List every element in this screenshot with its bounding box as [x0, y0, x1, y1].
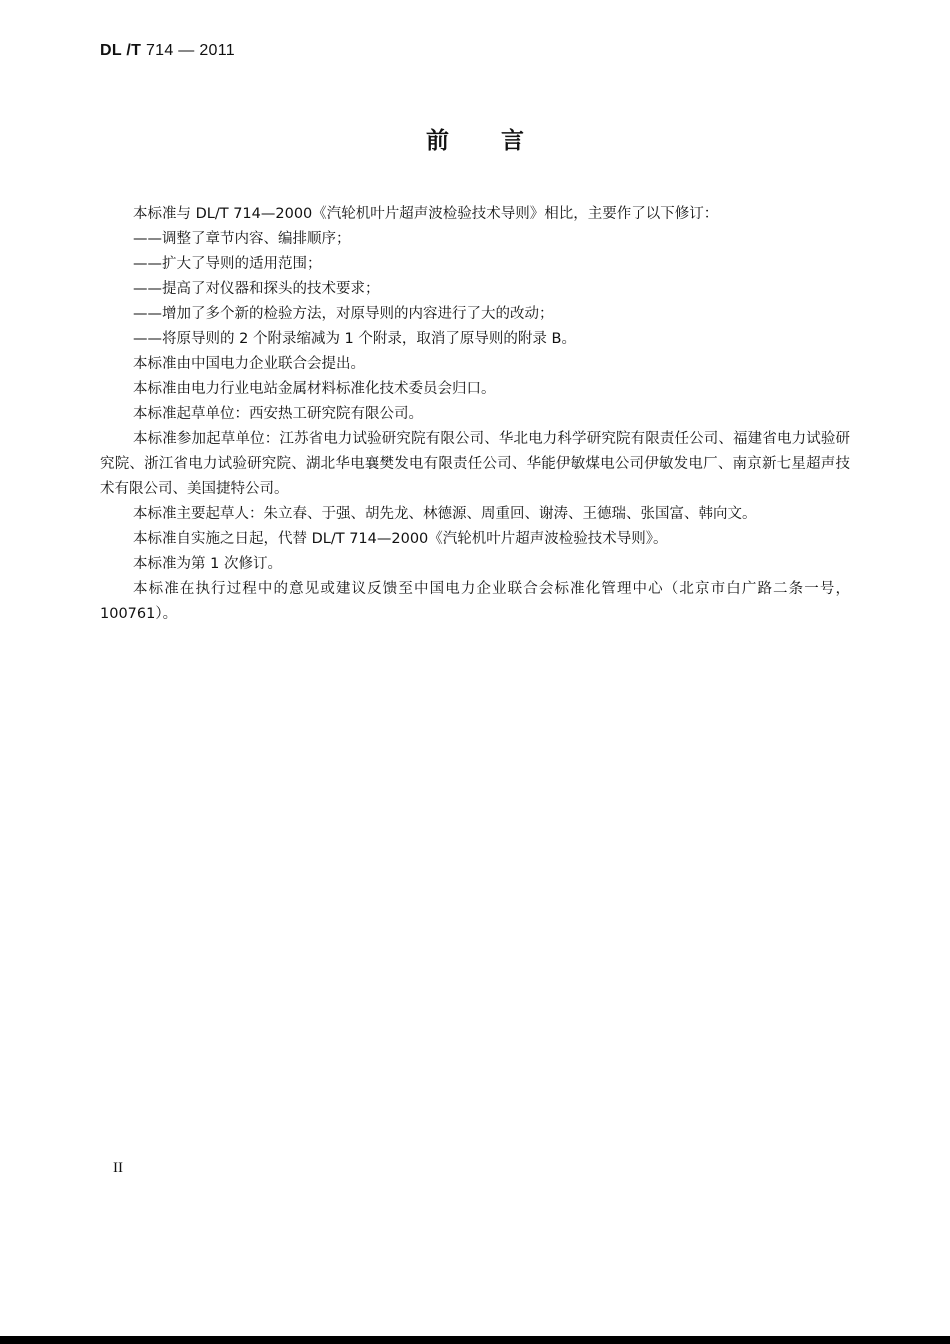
revision-paragraph: 本标准为第 1 次修订。 [133, 556, 282, 572]
change-item: ——增加了多个新的检验方法，对原导则的内容进行了大的改动； [133, 306, 554, 322]
drafting-unit-paragraph: 本标准起草单位：西安热工研究院有限公司。 [133, 406, 423, 422]
feedback-paragraph: 本标准在执行过程中的意见或建议反馈至中国电力企业联合会标准化管理中心（北京市白广路二条一号，100761）。 [100, 581, 850, 622]
proposer-paragraph: 本标准由中国电力企业联合会提出。 [133, 356, 365, 372]
change-item: ——提高了对仪器和探头的技术要求； [133, 281, 380, 297]
document-code-number: 714 — 2011 [141, 42, 235, 59]
drafters-paragraph: 本标准主要起草人：朱立春、于强、胡先龙、林德源、周重回、谢涛、王德瑞、张国富、韩向文。 [133, 506, 757, 522]
page-title: 前言 [426, 128, 576, 154]
change-item: ——调整了章节内容、编排顺序； [133, 231, 351, 247]
page-number: II [113, 1160, 123, 1176]
committee-paragraph: 本标准由电力行业电站金属材料标准化技术委员会归口。 [133, 381, 496, 397]
replacement-paragraph: 本标准自实施之日起，代替 DL/T 714—2000《汽轮机叶片超声波检验技术导则》。 [133, 531, 668, 547]
foreword-body [100, 202, 850, 627]
document-code-prefix: DL /T [100, 42, 142, 59]
bottom-border [0, 1336, 950, 1344]
change-item: ——将原导则的 2 个附录缩减为 1 个附录，取消了原导则的附录 B。 [133, 331, 576, 347]
document-code-header [100, 42, 235, 60]
participating-units-paragraph: 本标准参加起草单位：江苏省电力试验研究院有限公司、华北电力科学研究院有限责任公司、福建省电力试验研究院、浙江省电力试验研究院、湖北华电襄樊发电有限责任公司、华能伊敏煤电公司伊敏发电厂、南京新七星超声技术有限公司、美国捷特公司。 [100, 431, 850, 497]
intro-paragraph: 本标准与 DL/T 714—2000《汽轮机叶片超声波检验技术导则》相比，主要作了以下修订： [133, 206, 719, 222]
change-item: ——扩大了导则的适用范围； [133, 256, 322, 272]
